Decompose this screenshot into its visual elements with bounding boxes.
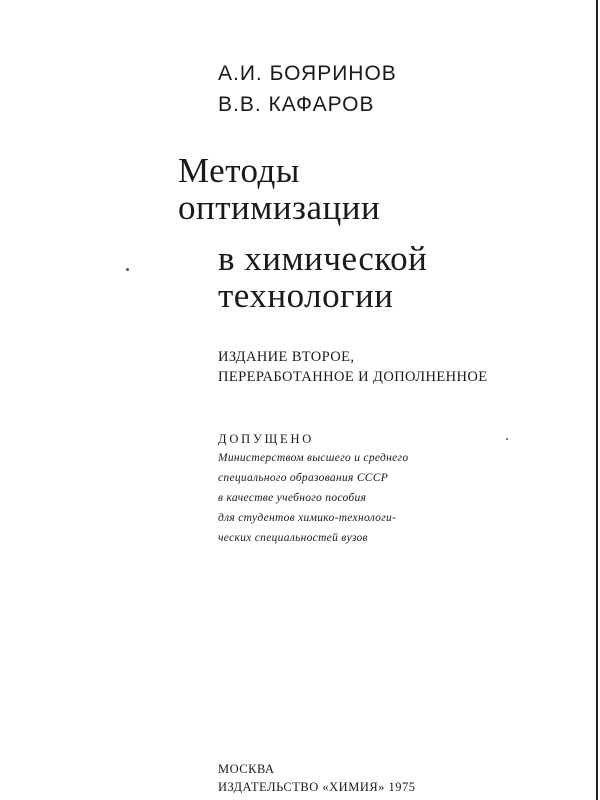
title-line-4: технологии xyxy=(218,276,394,315)
authors xyxy=(218,58,397,120)
edition-line-2: ПЕРЕРАБОТАННОЕ И ДОПОЛНЕННОЕ xyxy=(218,369,488,385)
title-line-2: оптимизации xyxy=(178,188,381,227)
publisher-line: ИЗДАТЕЛЬСТВО «ХИМИЯ» 1975 xyxy=(218,780,416,794)
edition-line-1: ИЗДАНИЕ ВТОРОЕ, xyxy=(218,349,355,365)
author-2: В.В. КАФАРОВ xyxy=(218,93,375,116)
book-title xyxy=(178,152,427,314)
title-line-1: Методы xyxy=(178,151,300,190)
approval-line: специального образования СССР xyxy=(218,472,389,484)
publisher-city: МОСКВА xyxy=(218,762,275,776)
approval-heading: ДОПУЩЕНО xyxy=(218,432,315,446)
title-line-3: в химической xyxy=(218,239,428,278)
edition-note xyxy=(218,347,487,387)
approval-note xyxy=(218,430,408,548)
approval-text xyxy=(218,448,408,548)
approval-line: в качестве учебного пособия xyxy=(218,492,367,504)
scan-speck xyxy=(126,268,129,271)
author-1: А.И. БОЯРИНОВ xyxy=(218,62,397,85)
page-edge-line xyxy=(596,0,598,800)
approval-line: ческих специальностей вузов xyxy=(218,532,368,544)
publisher-imprint xyxy=(218,760,416,796)
approval-line: Министерством высшего и среднего xyxy=(218,452,409,464)
scan-speck xyxy=(506,438,508,440)
approval-line: для студентов химико-технологи- xyxy=(218,512,397,524)
